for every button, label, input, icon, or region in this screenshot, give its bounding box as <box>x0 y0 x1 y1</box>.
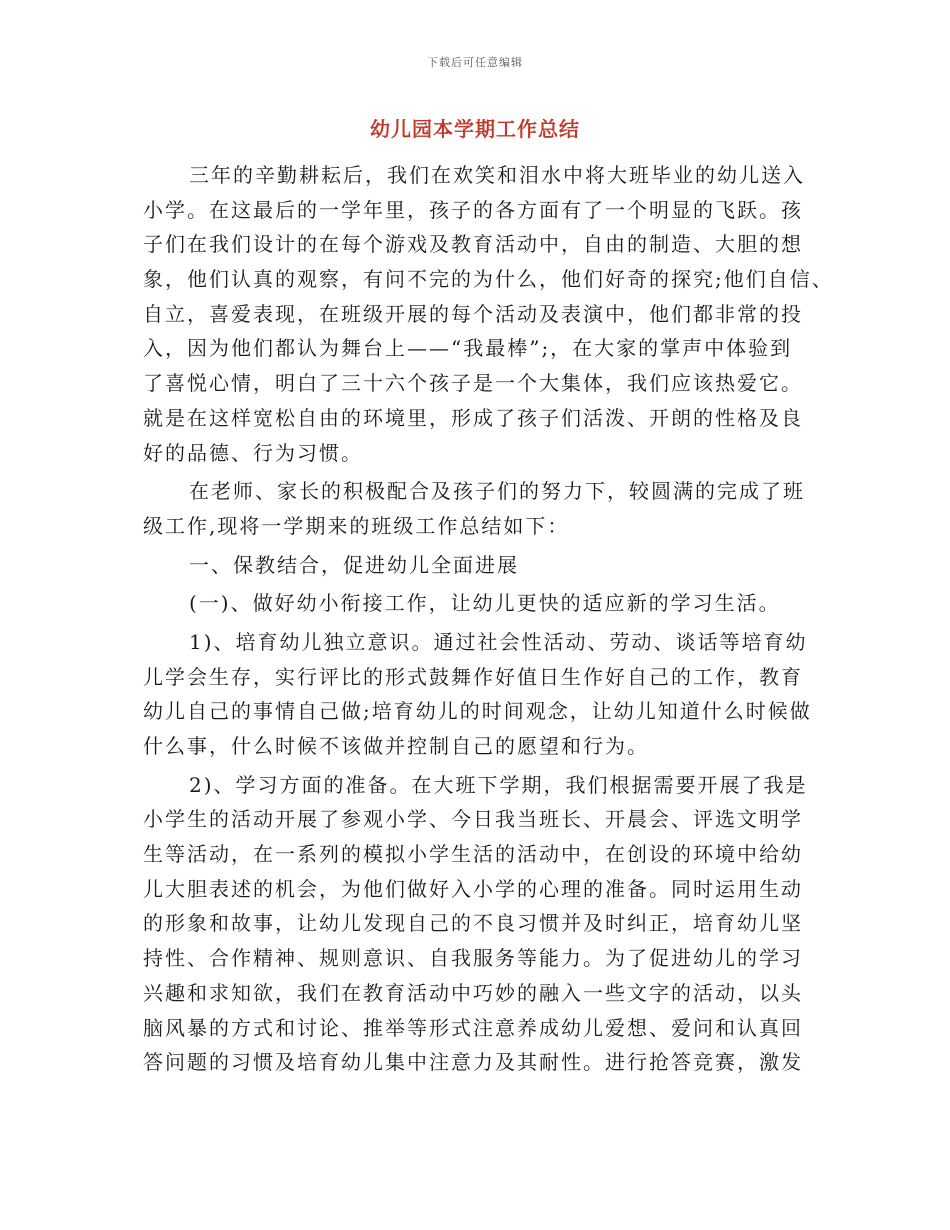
download-note: 下载后可任意编辑 <box>427 56 523 69</box>
paragraph-intro <box>143 158 834 470</box>
text-line: 了喜悦心情，明白了三十六个孩子是一个大集体，我们应该热爱它。 <box>143 371 803 396</box>
text-line: 入，因为他们都认为舞台上——“我最棒”;，在大家的掌声中体验到 <box>143 336 793 361</box>
text-line: 在老师、家长的积极配合及孩子们的努力下，较圆满的完成了班 <box>189 479 805 504</box>
text-line: 脑风暴的方式和讨论、推举等形式注意养成幼儿爱想、爱问和认真回 <box>143 1015 803 1040</box>
paragraph-summary-intro <box>143 474 823 543</box>
text-line: 2)、学习方面的准备。在大班下学期，我们根据需要开展了我是 <box>189 772 808 797</box>
text-line: 就是在这样宽松自由的环境里，形成了孩子们活泼、开朗的性格及良 <box>143 405 803 430</box>
text-line: 什么事，什么时候不该做并控制自己的愿望和行为。 <box>143 734 649 758</box>
text-line: 持性、合作精神、规则意识、自我服务等能力。为了促进幼儿的学习 <box>143 946 803 971</box>
text-line: 儿大胆表述的机会，为他们做好入小学的心理的准备。同时运用生动 <box>143 876 803 901</box>
text-line: 小学。在这最后的一学年里，孩子的各方面有了一个明显的飞跃。孩 <box>143 197 803 222</box>
heading-line: (一)、做好幼小衔接工作，让幼儿更快的适应新的学习生活。 <box>189 591 781 616</box>
text-line: 生等活动，在一系列的模拟小学生活的活动中，在创设的环境中给幼 <box>143 842 803 867</box>
text-line: 自立，喜爱表现，在班级开展的每个活动及表演中，他们都非常的投 <box>143 301 803 326</box>
text-line: 1)、培育幼儿独立意识。通过社会性活动、劳动、谈话等培育幼 <box>189 629 808 654</box>
text-line: 儿学会生存，实行评比的形式鼓舞作好值日生作好自己的工作，教育 <box>143 664 803 689</box>
text-line: 的形象和故事，让幼儿发现自己的不良习惯并及时纠正，培育幼儿坚 <box>143 911 803 936</box>
paragraph-item-2 <box>143 768 823 1080</box>
heading-line: 一、保教结合，促进幼儿全面进展 <box>189 552 519 577</box>
subsection-heading-1 <box>143 586 823 621</box>
paragraph-item-1 <box>143 625 823 764</box>
text-line: 兴趣和求知欲，我们在教育活动中巧妙的融入一些文字的活动，以头 <box>143 980 803 1005</box>
document-title: 幼儿园本学期工作总结 <box>370 117 580 141</box>
text-line: 三年的辛勤耕耘后，我们在欢笑和泪水中将大班毕业的幼儿送入 <box>189 163 805 187</box>
text-line: 小学生的活动开展了参观小学、今日我当班长、开晨会、评选文明学 <box>143 807 803 832</box>
text-line: 子们在我们设计的在每个游戏及教育活动中，自由的制造、大胆的想 <box>143 232 803 257</box>
text-line: 象，他们认真的观察，有问不完的为什么，他们好奇的探究;他们自信、 <box>143 267 834 292</box>
section-heading-1 <box>143 548 823 583</box>
text-line: 级工作,现将一学期来的班级工作总结如下： <box>143 513 570 538</box>
text-line: 好的品德、行为习惯。 <box>143 440 363 465</box>
text-line: 幼儿自己的事情自己做;培育幼儿的时间观念，让幼儿知道什么时候做 <box>143 699 812 724</box>
document-body <box>143 158 834 1084</box>
text-line: 答问题的习惯及培育幼儿集中注意力及其耐性。进行抢答竞赛，激发 <box>143 1050 803 1075</box>
